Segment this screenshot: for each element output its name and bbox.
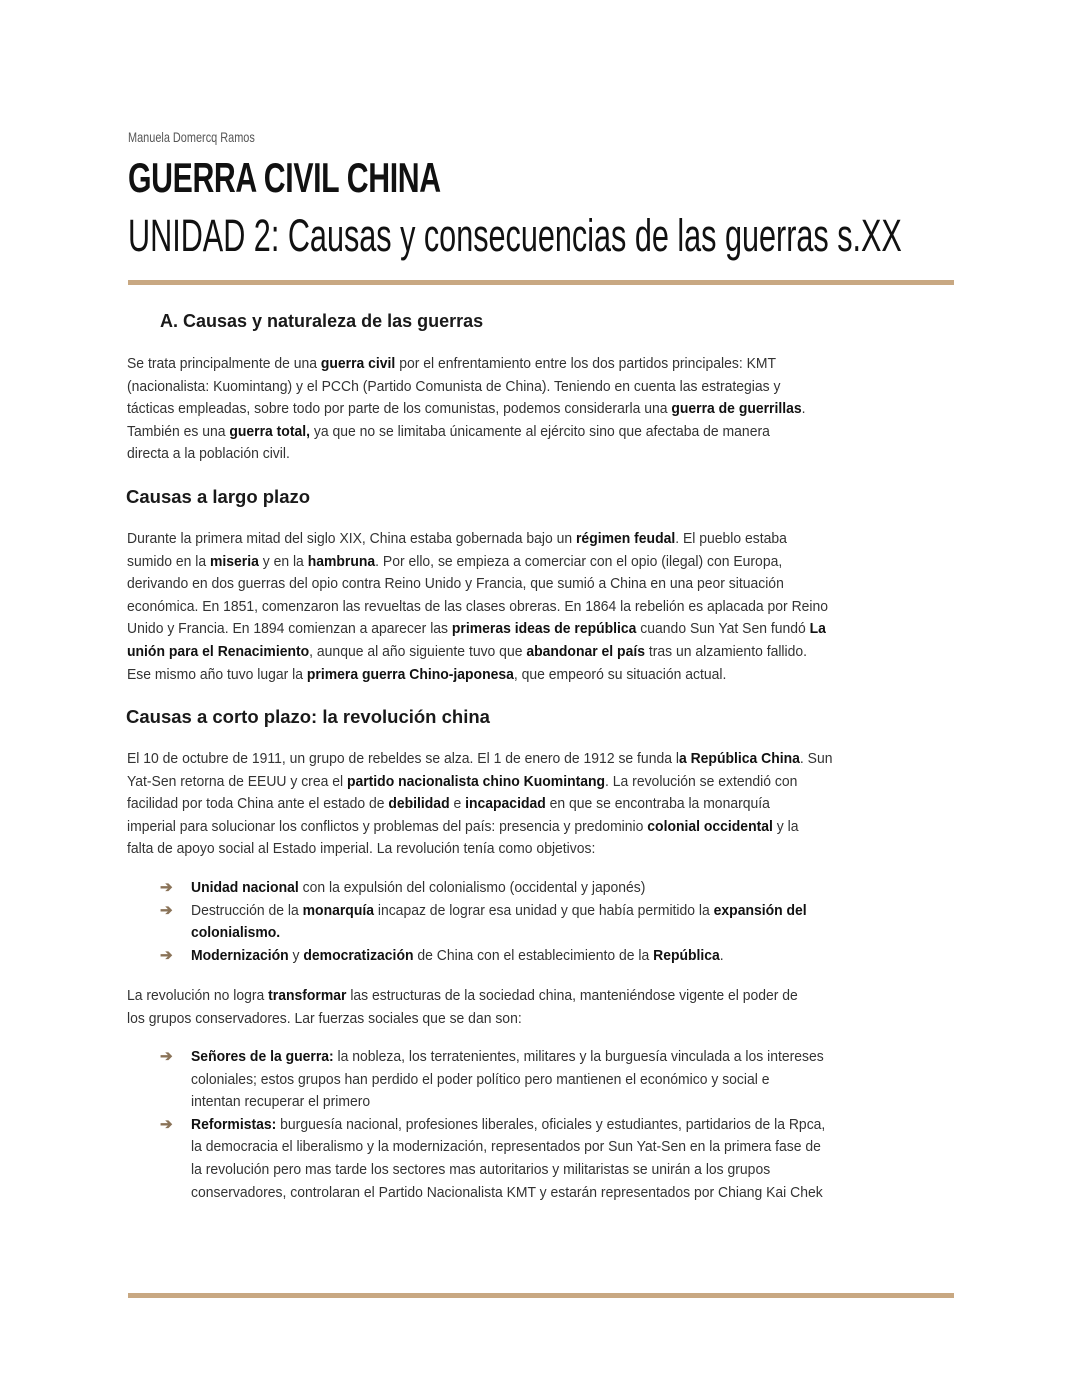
list-item [160,877,960,900]
section-a-heading: A. Causas y naturaleza de las guerras [160,311,484,331]
text-line [127,398,908,421]
bold-text: guerra total, [229,422,310,440]
bold-text: primera guerra Chino-japonesa [306,665,514,683]
text-run: Unido y Francia. En 1894 comienzan a aparecer las [127,620,452,638]
objectives-list [160,877,960,967]
short-term-paragraph [127,748,967,861]
text-line [191,1091,906,1114]
bold-text: primeras ideas de república [451,620,637,638]
long-term-paragraph [127,528,967,686]
text-run: tácticas empleadas, sobre todo por parte de los comunistas, podemos considerarla una [127,400,672,418]
text-run: La revolución no logra [127,987,269,1004]
text-run: , que empeoró su situación actual. [513,665,727,683]
text-run: facilidad por toda China ante el estado de [127,795,389,813]
bold-text: unión para el Renacimiento [127,642,310,660]
bold-text: miseria [209,552,259,570]
text-line [127,793,908,816]
list-item [160,1046,960,1114]
text-run: la revolución pero mas tarde los sectores mas autoritarios y militaristas se unirán a los grupos [191,1160,771,1178]
text-run: ya que no se limitaba únicamente al ejército sino que afectaba de manera [309,422,770,440]
text-run: en que se encontraba la monarquía [545,795,770,813]
list-item [160,900,960,945]
text-run: El 10 de octubre de 1911, un grupo de rebeldes se alza. El 1 de enero de 1912 se funda l [127,750,679,767]
text-run: coloniales; estos grupos han perdido el poder político pero mantienen el económico y social e [191,1070,770,1088]
bold-text: colonial occidental [647,817,773,835]
bold-text: régimen feudal [576,530,676,547]
text-line [127,528,908,551]
text-run: la nobleza, los terratenientes, militares y la burguesía vinculada a los intereses [333,1048,824,1065]
document-title: GUERRA CIVIL CHINA [128,154,441,201]
top-divider [128,280,954,285]
text-line [127,985,908,1008]
text-run: derivando en dos guerras del opio contra Reino Unido y Francia, que sumió a China en una peor situación [127,575,784,593]
text-run: las estructuras de la sociedad china, manteniéndose vigente el poder de [346,987,798,1004]
text-run: (nacionalista: Kuomintang) y el PCCh (Partido Comunista de China). Teniendo en cuenta las estrategias y [127,377,781,395]
text-run: Durante la primera mitad del siglo XIX, China estaba gobernada bajo un [127,530,577,547]
text-run: falta de apoyo social al Estado imperial. La revolución tenía como objetivos: [127,840,596,858]
text-run: conservadores, controlaran el Partido Nacionalista KMT y estarán representados por Chiang Kai Chek [191,1183,823,1201]
bold-text: Reformistas: [191,1115,277,1133]
bold-text: abandonar el país [526,642,645,660]
text-run: tras un alzamiento fallido. [644,642,808,660]
text-run: cuando Sun Yat Sen fundó [636,620,810,638]
short-term-paragraph-2 [127,985,967,1030]
text-run: incapaz de lograr esa unidad y que había permitido la [373,901,714,919]
text-run: . El pueblo estaba [675,530,787,547]
document-subtitle: UNIDAD 2: Causas y consecuencias de las guerras s.XX [128,210,902,261]
text-line [127,551,908,574]
text-run: . [801,400,806,418]
text-line [191,1136,906,1159]
bold-text: Unidad nacional [191,879,299,896]
text-run: directa a la población civil. [127,445,290,463]
text-run: la democracia el liberalismo y la modernización, representados por Sun Yat-Sen en la primera fase de [191,1138,821,1156]
text-line [191,1069,906,1092]
text-line [127,421,908,444]
bold-text: guerra de guerrillas [671,400,802,418]
text-line [127,443,908,466]
social-forces-list [160,1046,960,1204]
text-line [127,573,908,596]
bold-text: monarquía [302,901,374,919]
list-item [160,945,960,968]
bold-text: democratización [303,946,414,964]
text-line [127,664,908,687]
arrow-bullet-icon: ➔ [160,901,173,919]
bottom-divider [128,1293,954,1298]
text-line [127,596,908,619]
text-line [191,922,906,945]
text-run: . Por ello, se empieza a comerciar con el opio (ilegal) con Europa, [375,552,783,570]
bold-text: debilidad [388,795,450,813]
bold-text: guerra civil [320,355,396,372]
text-run: burguesía nacional, profesiones liberales, oficiales y estudiantes, partidarios de la Rpca, [276,1115,826,1133]
text-line [191,945,906,968]
bold-text: expansión del [713,901,807,919]
text-line [191,1159,906,1182]
arrow-bullet-icon: ➔ [160,1048,173,1065]
text-line [127,353,908,376]
text-line [191,1182,906,1205]
arrow-bullet-icon: ➔ [160,879,173,896]
bold-text: República [653,946,720,964]
text-run: y en la [258,552,308,570]
text-run: los grupos conservadores. Lar fuerzas sociales que se dan son: [127,1009,522,1027]
bold-text: Señores de la guerra: [191,1048,334,1065]
text-run: También es una [127,422,230,440]
text-line [191,1046,906,1069]
text-run: y la [772,817,799,835]
text-line [127,641,908,664]
bold-text: Modernización [191,946,289,964]
bold-text: hambruna [307,552,376,570]
text-line [127,816,908,839]
text-run: con la expulsión del colonialismo (occidental y japonés) [298,879,646,896]
bold-text: transformar [268,987,347,1004]
text-line [127,748,908,771]
bold-text: colonialismo. [191,924,281,942]
long-term-heading: Causas a largo plazo [126,486,311,507]
arrow-bullet-icon: ➔ [160,946,173,964]
text-run: intentan recuperar el primero [191,1093,371,1111]
bold-text: La [809,620,826,638]
text-run: . La revolución se extendió con [605,772,798,790]
text-line [191,1114,906,1137]
bold-text: partido nacionalista chino Kuomintang [346,772,606,790]
text-line [127,618,908,641]
bold-text: a República China [678,750,800,767]
text-line [127,376,908,399]
text-run: sumido en la [127,552,210,570]
text-run: , aunque al año siguiente tuvo que [309,642,527,660]
text-run: Yat-Sen retorna de EEUU y crea el [127,772,347,790]
section-a-paragraph [127,353,967,466]
text-run: e [449,795,466,813]
text-run: de China con el establecimiento de la [413,946,654,964]
bold-text: incapacidad [465,795,546,813]
short-term-heading: Causas a corto plazo: la revolución china [126,706,490,727]
text-run: imperial para solucionar los conflictos y problemas del país: presencia y predominio [127,817,648,835]
text-line [191,877,906,900]
text-run: . Sun [799,750,833,767]
list-item [160,1114,960,1204]
text-run: . [719,946,724,964]
text-run: y [288,946,304,964]
text-run: Destrucción de la [191,901,303,919]
text-run: Ese mismo año tuvo lugar la [127,665,307,683]
text-line [127,838,908,861]
text-run: por el enfrentamiento entre los dos partidos principales: KMT [395,355,777,372]
arrow-bullet-icon: ➔ [160,1115,173,1133]
text-run: económica. En 1851, comenzaron las revueltas de las clases obreras. En 1864 la rebelión es aplacada por Reino [127,597,829,615]
author-name: Manuela Domercq Ramos [128,129,255,145]
text-line [127,1008,908,1031]
text-run: Se trata principalmente de una [127,355,321,372]
text-line [127,771,908,794]
text-line [191,900,906,923]
